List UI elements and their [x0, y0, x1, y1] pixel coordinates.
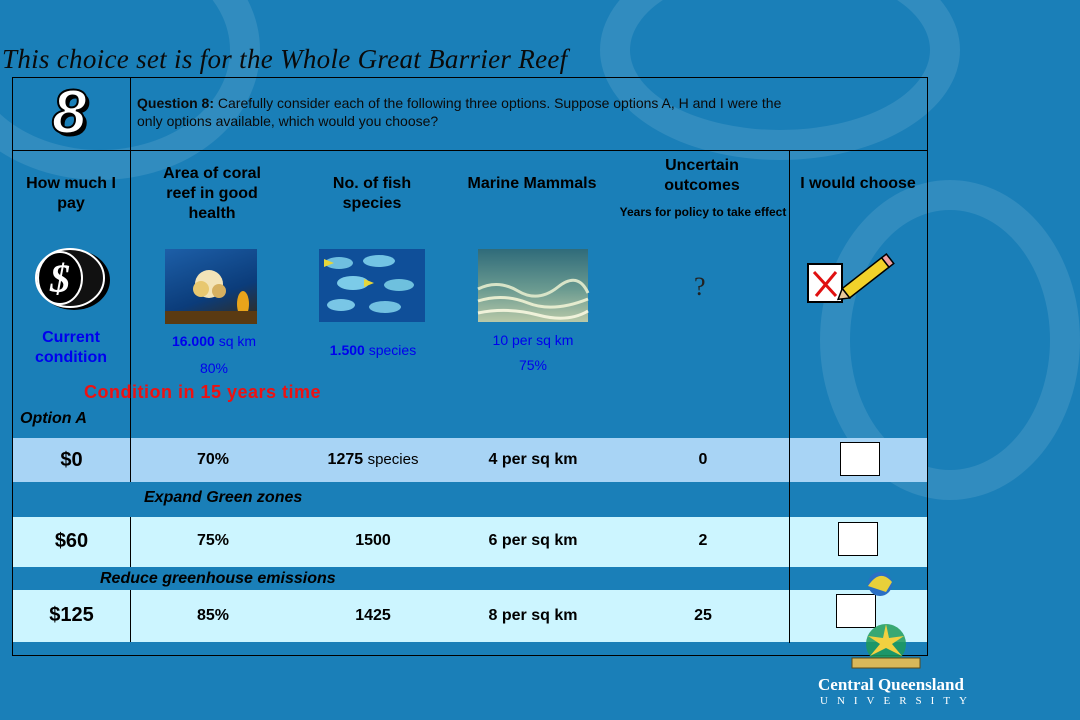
- dollar-coin-icon: [30, 242, 114, 312]
- col-header-uncertain: Uncertain outcomes: [664, 157, 740, 194]
- page-title: This choice set is for the Whole Great Barrier Reef: [2, 44, 568, 74]
- option-years: 0: [698, 451, 708, 468]
- col-header-choose: I would choose: [800, 175, 916, 192]
- current-coral-value: 16.000: [171, 333, 215, 349]
- svg-text:$: $: [50, 256, 70, 301]
- current-coral-percent: 80%: [199, 360, 229, 376]
- option-mammals: 4 per sq km: [488, 451, 578, 468]
- current-coral: [146, 332, 282, 350]
- option-price: $125: [49, 604, 94, 626]
- row-divider: [130, 590, 131, 642]
- choose-option-a-checkbox[interactable]: [840, 442, 880, 476]
- check-pencil-icon: [806, 244, 898, 306]
- question-number: 8: [52, 78, 87, 147]
- question-body: Carefully consider each of the following three options. Suppose options A, H and I were the only options available, which would you choose?: [137, 95, 782, 129]
- question-label: Question 8:: [137, 95, 215, 111]
- option-fish: [303, 451, 443, 469]
- current-fish: [308, 341, 438, 359]
- option-fish: 1500: [355, 532, 391, 549]
- choose-green-zones-checkbox[interactable]: [838, 522, 878, 556]
- right-column-divider: [789, 150, 790, 643]
- option-mammals: 8 per sq km: [488, 607, 578, 624]
- row-divider: [130, 517, 131, 567]
- row-divider: [789, 517, 790, 567]
- option-fish-value: 1275: [327, 451, 364, 468]
- option-a-label: Option A: [20, 410, 87, 427]
- option-row: [13, 517, 927, 567]
- condition-15-years-header: Condition in 15 years time: [84, 382, 322, 402]
- option-fish: 1425: [355, 607, 391, 624]
- question-text: [137, 94, 787, 130]
- row-divider: [789, 590, 790, 642]
- option-row: [13, 438, 927, 482]
- col-header-mammals: Marine Mammals: [467, 175, 597, 192]
- university-logo-sub: UNIVERSITY: [820, 695, 976, 707]
- marine-mammals-photo: [478, 249, 588, 322]
- current-fish-value: 1.500: [329, 342, 365, 358]
- option-greenhouse-label: Reduce greenhouse emissions: [100, 570, 336, 587]
- current-mammals-percent: 75%: [518, 357, 548, 373]
- current-coral-unit: sq km: [218, 333, 257, 349]
- uncertain-question-mark: ?: [694, 272, 706, 301]
- col-subheader-years: Years for policy to take effect: [619, 205, 787, 219]
- option-green-zones-label: Expand Green zones: [144, 489, 303, 506]
- current-fish-unit: species: [368, 342, 417, 358]
- coral-reef-photo: [165, 249, 257, 324]
- col-header-coral: Area of coral reef in good health: [163, 165, 261, 222]
- university-logo-name: Central Queensland: [818, 675, 964, 694]
- option-coral: 85%: [196, 607, 230, 624]
- option-years: 25: [694, 607, 712, 624]
- col-header-pay: How much I pay: [26, 175, 116, 212]
- option-price: $60: [54, 530, 89, 552]
- option-coral: 70%: [196, 451, 230, 468]
- option-mammals: 6 per sq km: [488, 532, 578, 549]
- fish-species-photo: [319, 249, 425, 322]
- option-price: $0: [60, 449, 83, 471]
- option-years: 2: [698, 532, 708, 549]
- row-divider: [130, 438, 131, 482]
- col-header-fish: No. of fish species: [332, 175, 412, 212]
- university-crest-icon: [846, 566, 926, 670]
- option-fish-unit: species: [367, 451, 419, 468]
- option-row: [13, 590, 927, 642]
- row-divider: [789, 438, 790, 482]
- current-mammals: 10 per sq km: [492, 332, 574, 348]
- option-coral: 75%: [196, 532, 230, 549]
- current-condition-label: Current condition: [35, 329, 107, 366]
